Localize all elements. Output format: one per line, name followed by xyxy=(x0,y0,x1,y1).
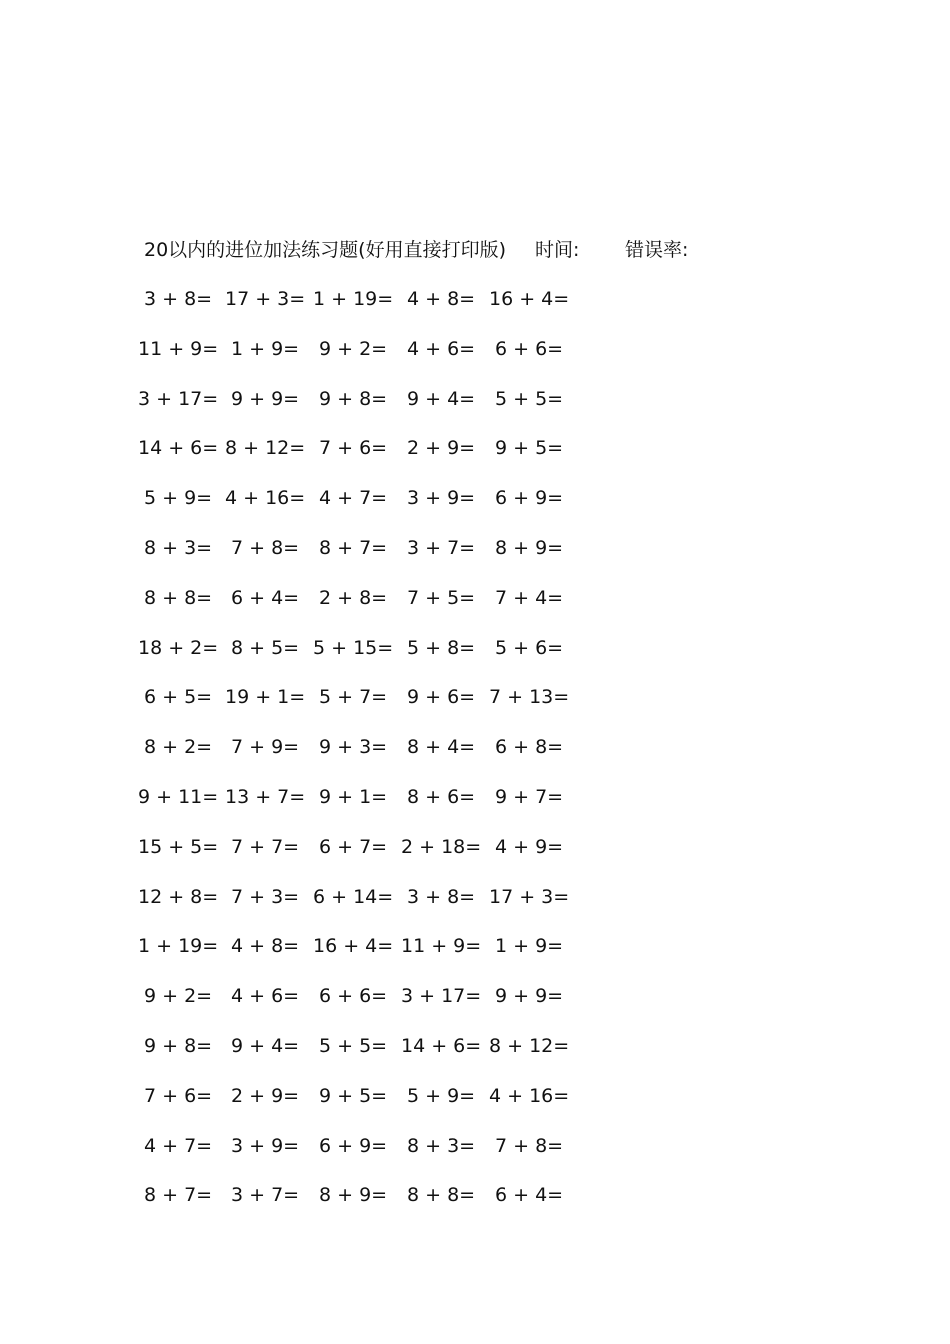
addition-problem: 9 + 7= xyxy=(495,786,564,808)
addition-problem: 7 + 6= xyxy=(144,1084,213,1107)
addition-problem: 8 + 7= xyxy=(319,537,388,559)
addition-problem: 1 + 9= xyxy=(231,337,300,360)
addition-problem: 7 + 13= xyxy=(489,686,570,709)
addition-problem: 4 + 9= xyxy=(495,835,564,858)
addition-problem: 4 + 8= xyxy=(407,288,476,310)
addition-problem: 17 + 3= xyxy=(225,288,306,310)
addition-problem: 8 + 12= xyxy=(225,437,306,460)
addition-problem: 6 + 14= xyxy=(313,885,394,908)
addition-problem: 1 + 19= xyxy=(313,288,394,310)
worksheet-title: 20以内的进位加法练习题(好用直接打印版) xyxy=(144,239,507,261)
addition-problem: 7 + 7= xyxy=(231,835,300,858)
addition-problem: 6 + 5= xyxy=(144,686,213,709)
addition-problem: 1 + 9= xyxy=(495,935,564,958)
addition-problem: 3 + 17= xyxy=(401,985,482,1008)
addition-problem: 8 + 9= xyxy=(319,1184,388,1207)
addition-problem: 9 + 8= xyxy=(319,387,388,410)
addition-problem: 4 + 6= xyxy=(231,985,300,1008)
addition-problem: 13 + 7= xyxy=(225,786,306,808)
addition-problem: 7 + 4= xyxy=(495,586,564,609)
addition-problem: 8 + 3= xyxy=(407,1134,476,1157)
addition-problem: 9 + 5= xyxy=(495,437,564,460)
addition-problem: 6 + 9= xyxy=(495,487,564,510)
addition-problem: 8 + 2= xyxy=(144,736,213,759)
addition-problem: 6 + 7= xyxy=(319,835,388,858)
addition-problem: 6 + 9= xyxy=(319,1134,388,1157)
addition-problem: 9 + 1= xyxy=(319,786,388,808)
addition-problem: 9 + 2= xyxy=(144,985,213,1008)
addition-problem: 16 + 4= xyxy=(489,288,570,310)
time-label: 时间: xyxy=(535,239,580,261)
addition-problem: 7 + 6= xyxy=(319,437,388,460)
addition-problem: 9 + 4= xyxy=(231,1035,300,1057)
addition-problem: 3 + 8= xyxy=(144,288,213,310)
addition-problem: 8 + 7= xyxy=(144,1184,213,1207)
addition-problem: 8 + 6= xyxy=(407,786,476,808)
addition-problem: 8 + 3= xyxy=(144,537,213,559)
addition-problem: 14 + 6= xyxy=(401,1035,482,1057)
addition-problem: 6 + 8= xyxy=(495,736,564,759)
addition-problem: 19 + 1= xyxy=(225,686,306,709)
addition-problem: 4 + 16= xyxy=(225,487,306,510)
addition-problem: 7 + 5= xyxy=(407,586,476,609)
addition-problem: 4 + 7= xyxy=(319,487,388,510)
addition-problem: 14 + 6= xyxy=(138,437,219,460)
addition-problem: 9 + 9= xyxy=(231,387,300,410)
addition-problem: 5 + 6= xyxy=(495,636,564,659)
addition-problem: 2 + 8= xyxy=(319,586,388,609)
addition-problem: 4 + 6= xyxy=(407,337,476,360)
addition-problem: 1 + 19= xyxy=(138,935,219,958)
addition-problem: 9 + 9= xyxy=(495,985,564,1008)
addition-problem: 5 + 5= xyxy=(319,1035,388,1057)
addition-problem: 9 + 6= xyxy=(407,686,476,709)
addition-problem: 9 + 8= xyxy=(144,1035,213,1057)
addition-problem: 18 + 2= xyxy=(138,636,219,659)
addition-problem: 6 + 4= xyxy=(231,586,300,609)
addition-problem: 8 + 4= xyxy=(407,736,476,759)
addition-problem: 8 + 12= xyxy=(489,1035,570,1057)
addition-problem: 7 + 3= xyxy=(231,885,300,908)
addition-problem: 5 + 9= xyxy=(144,487,213,510)
addition-problem: 5 + 9= xyxy=(407,1084,476,1107)
addition-problem: 17 + 3= xyxy=(489,885,570,908)
addition-problem: 3 + 7= xyxy=(231,1184,300,1207)
addition-problem: 3 + 9= xyxy=(231,1134,300,1157)
addition-problem: 3 + 17= xyxy=(138,387,219,410)
addition-problem: 9 + 2= xyxy=(319,337,388,360)
addition-problem: 4 + 16= xyxy=(489,1084,570,1107)
addition-problem: 8 + 5= xyxy=(231,636,300,659)
addition-problem: 5 + 7= xyxy=(319,686,388,709)
addition-problem: 6 + 6= xyxy=(319,985,388,1008)
addition-problem: 5 + 8= xyxy=(407,636,476,659)
addition-problem: 2 + 18= xyxy=(401,835,482,858)
addition-problem: 8 + 9= xyxy=(495,537,564,559)
addition-problem: 7 + 8= xyxy=(495,1134,564,1157)
addition-problem: 3 + 8= xyxy=(407,885,476,908)
addition-problem: 4 + 7= xyxy=(144,1134,213,1157)
addition-problem: 2 + 9= xyxy=(407,437,476,460)
addition-problem: 5 + 15= xyxy=(313,636,394,659)
addition-problem: 9 + 5= xyxy=(319,1084,388,1107)
addition-problem: 7 + 8= xyxy=(231,537,300,559)
addition-problem: 12 + 8= xyxy=(138,885,219,908)
addition-problem: 11 + 9= xyxy=(138,337,219,360)
addition-problem: 4 + 8= xyxy=(231,935,300,958)
addition-problem: 15 + 5= xyxy=(138,835,219,858)
addition-problem: 7 + 9= xyxy=(231,736,300,759)
error-rate-label: 错误率: xyxy=(625,239,689,261)
addition-problem: 8 + 8= xyxy=(407,1184,476,1207)
addition-problem: 16 + 4= xyxy=(313,935,394,958)
addition-problem: 5 + 5= xyxy=(495,387,564,410)
addition-problem: 6 + 4= xyxy=(495,1184,564,1207)
addition-problem: 8 + 8= xyxy=(144,586,213,609)
addition-problem: 11 + 9= xyxy=(401,935,482,958)
addition-problem: 2 + 9= xyxy=(231,1084,300,1107)
addition-problem: 3 + 9= xyxy=(407,487,476,510)
addition-problem: 3 + 7= xyxy=(407,537,476,559)
addition-problem: 9 + 3= xyxy=(319,736,388,759)
addition-problem: 6 + 6= xyxy=(495,337,564,360)
addition-problem: 9 + 4= xyxy=(407,387,476,410)
addition-problem: 9 + 11= xyxy=(138,786,219,808)
